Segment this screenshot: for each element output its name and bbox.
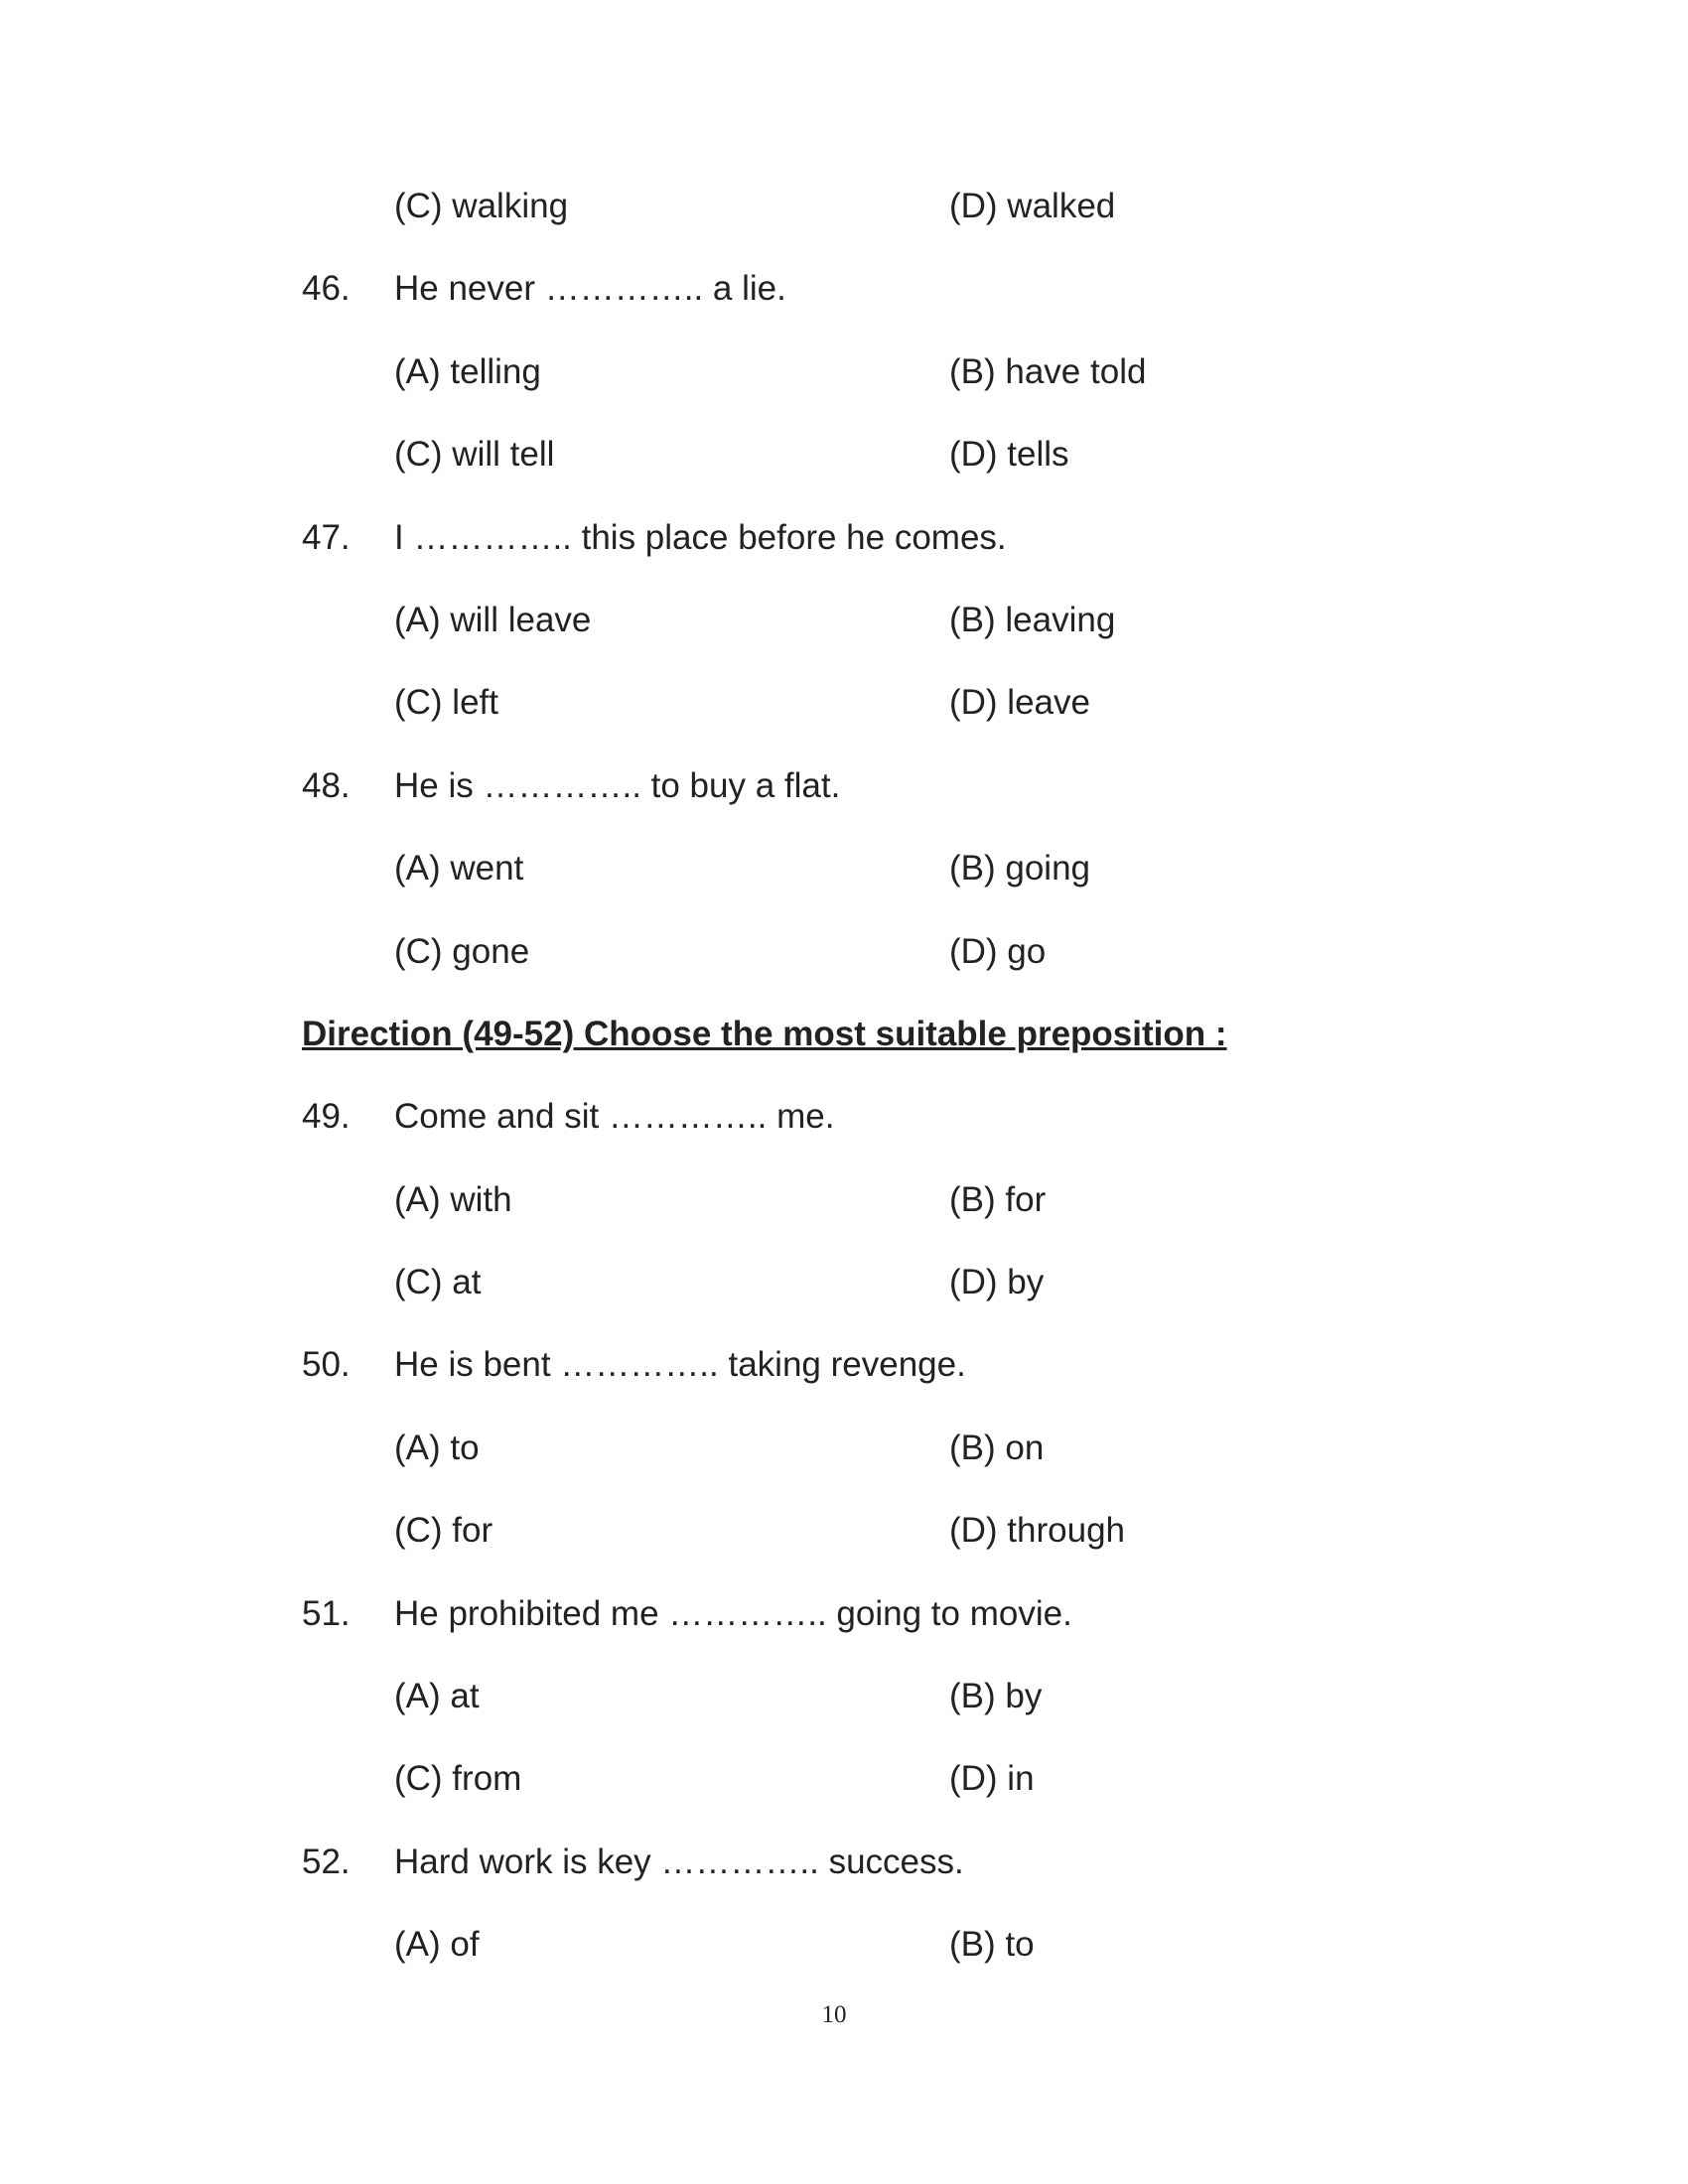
question-text: He is ………….. to buy a flat.	[394, 765, 841, 805]
question-number: 50.	[302, 1345, 351, 1385]
option-left: (A) telling	[394, 351, 541, 391]
question-row	[0, 1075, 1688, 1158]
option-right: (D) in	[949, 1759, 1035, 1799]
option-right: (B) on	[949, 1428, 1045, 1467]
option-left: (C) from	[394, 1759, 522, 1799]
options-row	[0, 910, 1688, 993]
options-row	[0, 579, 1688, 661]
question-row	[0, 1323, 1688, 1406]
option-right: (B) to	[949, 1925, 1035, 1965]
options-row	[0, 1737, 1688, 1820]
option-left: (C) gone	[394, 931, 530, 971]
options-row	[0, 1655, 1688, 1737]
question-number: 51.	[302, 1593, 351, 1633]
option-left: (A) to	[394, 1428, 480, 1467]
options-row	[0, 827, 1688, 909]
options-row	[0, 1159, 1688, 1241]
option-right: (D) leave	[949, 683, 1090, 723]
option-left: (C) at	[394, 1263, 482, 1302]
option-right: (D) walked	[949, 187, 1116, 225]
option-right: (D) tells	[949, 435, 1069, 475]
question-list	[0, 165, 1688, 1986]
question-number: 46.	[302, 269, 351, 309]
question-number: 52.	[302, 1842, 351, 1881]
question-text: He never ………….. a lie.	[394, 269, 786, 309]
direction-heading: Direction (49-52) Choose the most suitable preposition :	[302, 1014, 1227, 1053]
question-number: 48.	[302, 765, 351, 805]
question-text: Come and sit ………….. me.	[394, 1097, 835, 1137]
option-left: (A) with	[394, 1179, 512, 1219]
question-row	[0, 1821, 1688, 1903]
options-row	[0, 165, 1688, 247]
options-row	[0, 1489, 1688, 1571]
option-left: (C) walking	[394, 187, 569, 225]
question-number: 47.	[302, 517, 351, 557]
option-left: (C) left	[394, 683, 498, 723]
question-text: He prohibited me ………….. going to movie.	[394, 1593, 1072, 1633]
option-left: (A) at	[394, 1677, 480, 1716]
option-right: (B) for	[949, 1179, 1047, 1219]
question-text: I ………….. this place before he comes.	[394, 517, 1007, 557]
option-left: (C) will tell	[394, 435, 555, 475]
options-row	[0, 1241, 1688, 1323]
option-right: (B) by	[949, 1677, 1043, 1716]
question-row	[0, 496, 1688, 579]
option-left: (A) went	[394, 849, 524, 888]
options-row	[0, 661, 1688, 744]
direction-row	[0, 993, 1688, 1075]
option-right: (D) go	[949, 931, 1047, 971]
question-row	[0, 1572, 1688, 1655]
question-row	[0, 247, 1688, 330]
option-left: (A) of	[394, 1925, 480, 1965]
option-right: (B) leaving	[949, 600, 1116, 639]
option-right: (D) by	[949, 1263, 1045, 1302]
option-left: (C) for	[394, 1511, 493, 1551]
options-row	[0, 1903, 1688, 1985]
question-text: Hard work is key ………….. success.	[394, 1842, 964, 1881]
options-row	[0, 413, 1688, 495]
option-right: (B) going	[949, 849, 1091, 888]
page-number: 10	[821, 2001, 847, 2028]
question-text: He is bent ………….. taking revenge.	[394, 1345, 966, 1385]
option-right: (D) through	[949, 1511, 1126, 1551]
question-row	[0, 745, 1688, 827]
options-row	[0, 1407, 1688, 1489]
option-left: (A) will leave	[394, 600, 592, 639]
options-row	[0, 331, 1688, 413]
question-number: 49.	[302, 1097, 351, 1137]
option-right: (B) have told	[949, 351, 1147, 391]
